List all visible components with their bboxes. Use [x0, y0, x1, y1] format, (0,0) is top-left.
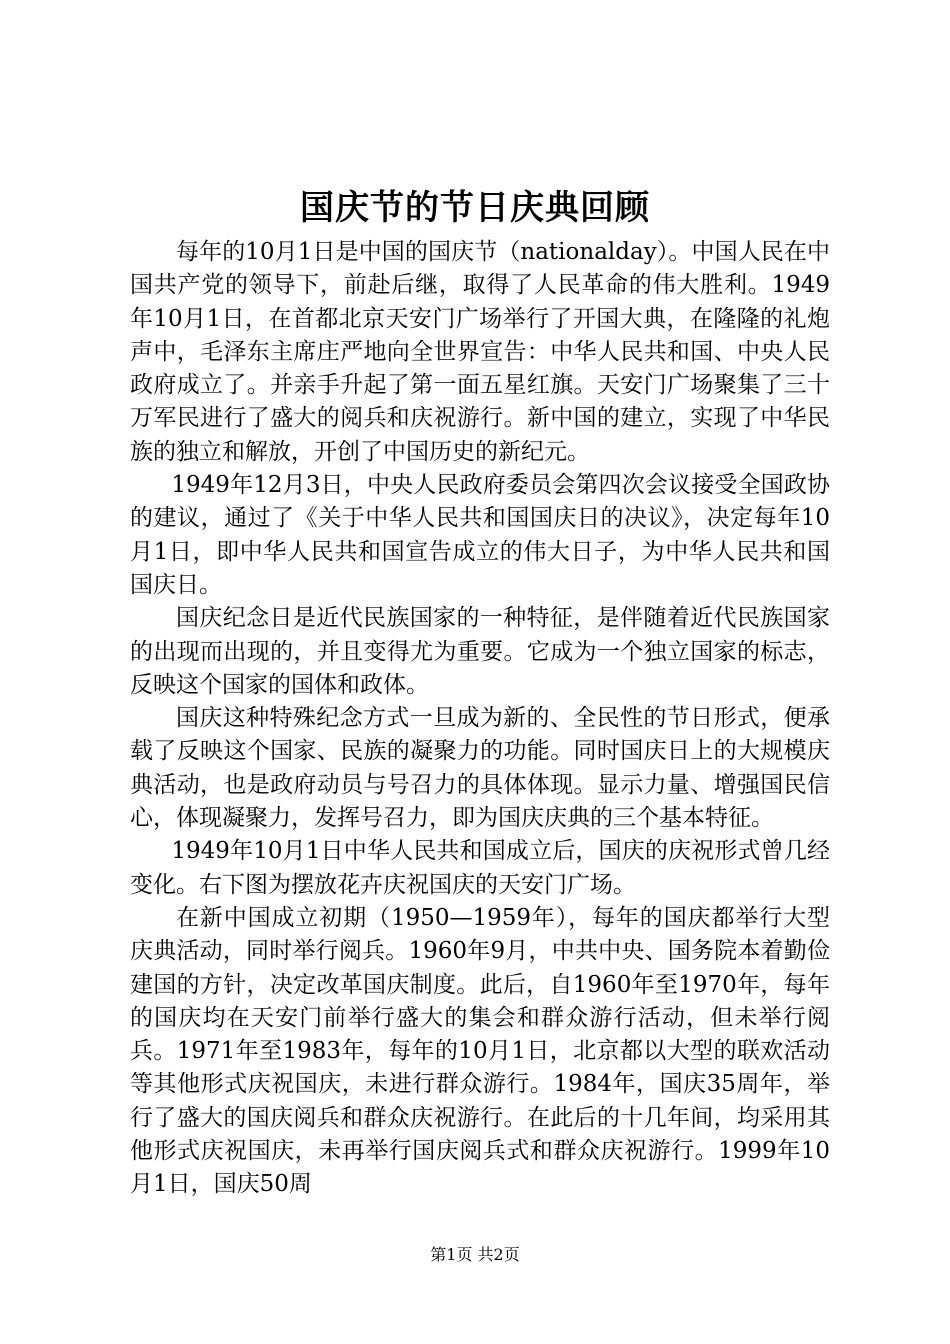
paragraph: 国庆纪念日是近代民族国家的一种特征，是伴随着近代民族国家的出现而出现的，并且变得尤为重要。它成为一个独立国家的标志，反映这个国家的国体和政体。 [130, 605, 830, 698]
paragraph: 1949年12月3日，中央人民政府委员会第四次会议接受全国政协的建议，通过了《关于中华人民共和国国庆日的决议》，决定每年10月1日，即中华人民共和国宣告成立的伟大日子，为中华人民共和国国庆日。 [130, 472, 830, 598]
page-footer: 第1页 共2页 [430, 1245, 520, 1264]
paragraph: 1949年10月1日中华人民共和国成立后，国庆的庆祝形式曾几经变化。右下图为摆放花卉庆祝国庆的天安门广场。 [130, 838, 830, 898]
paragraph: 在新中国成立初期（1950—1959年），每年的国庆都举行大型庆典活动，同时举行阅兵。1960年9月，中共中央、国务院本着勤俭建国的方针，决定改革国庆制度。此后，自1960年至1970年，每年的国庆均在天安门前举行盛大的集会和群众游行活动，但未举行阅兵。1971年至1983年，每年的10月1日，北京都以大型的联欢活动等其他形式庆祝国庆，未进行群众游行。1984年，国庆35周年，举行了盛大的国庆阅兵和群众庆祝游行。在此后的十几年间，均采用其他形式庆祝国庆，未再举行国庆阅兵式和群众庆祝游行。1999年10月1日，国庆50周 [130, 904, 830, 1198]
document-title: 国庆节的节日庆典回顾 [300, 188, 650, 228]
paragraph: 国庆这种特殊纪念方式一旦成为新的、全民性的节日形式，便承载了反映这个国家、民族的凝聚力的功能。同时国庆日上的大规模庆典活动，也是政府动员与号召力的具体体现。显示力量、增强国民信心，体现凝聚力，发挥号召力，即为国庆庆典的三个基本特征。 [130, 705, 830, 832]
document-body [130, 236, 830, 1202]
paragraph: 每年的10月1日是中国的国庆节（nationalday）。中国人民在中国共产党的领导下，前赴后继，取得了人民革命的伟大胜利。1949年10月1日，在首都北京天安门广场举行了开国大典，在隆隆的礼炮声中，毛泽东主席庄严地向全世界宣告：中华人民共和国、中央人民政府成立了。并亲手升起了第一面五星红旗。天安门广场聚集了三十万军民进行了盛大的阅兵和庆祝游行。新中国的建立，实现了中华民族的独立和解放，开创了中国历史的新纪元。 [130, 239, 830, 465]
